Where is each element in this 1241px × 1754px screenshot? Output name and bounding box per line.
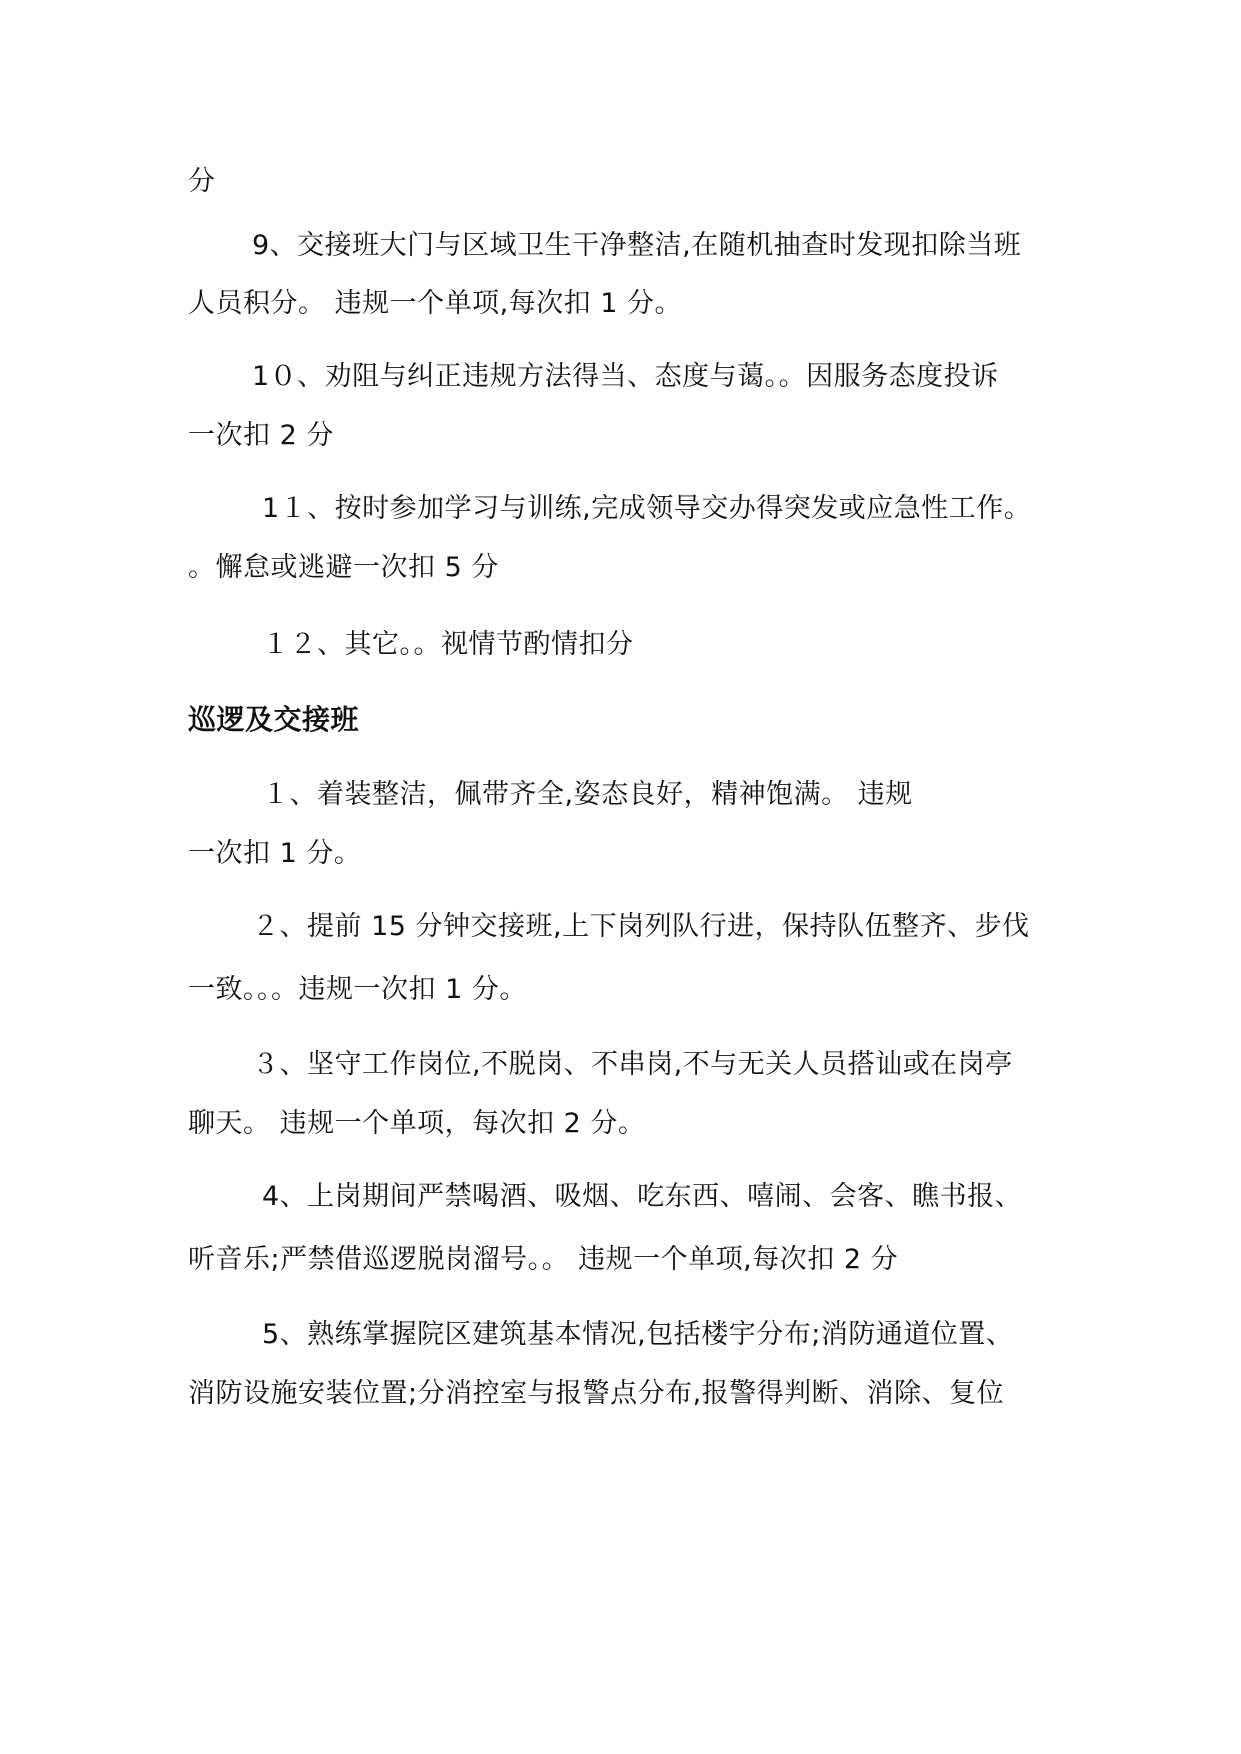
text-line: 9、交接班大门与区域卫生干净整洁,在随机抽查时发现扣除当班 bbox=[252, 230, 1022, 261]
text-line: ３、坚守工作岗位,不脱岗、不串岗,不与无关人员搭讪或在岗亭 bbox=[252, 1049, 1013, 1080]
text-line: 分 bbox=[188, 166, 216, 197]
text-line: 1１、按时参加学习与训练,完成领导交办得突发或应急性工作。 bbox=[262, 493, 1032, 524]
text-line: １、着装整洁，佩带齐全,姿态良好，精神饱满。 违规 bbox=[262, 779, 913, 810]
text-line: 一次扣 1 分。 bbox=[188, 838, 362, 869]
text-line: ２、提前 15 分钟交接班,上下岗列队行进，保持队伍整齐、步伐 bbox=[252, 911, 1030, 942]
text-line: 人员积分。 违规一个单项,每次扣 1 分。 bbox=[188, 288, 683, 319]
text-line: 一致。。。违规一次扣 1 分。 bbox=[188, 974, 527, 1005]
text-line: １２、其它。。视情节酌情扣分 bbox=[262, 629, 634, 660]
text-line: 。懈怠或逃避一次扣 5 分 bbox=[188, 552, 499, 583]
text-line: 1０、劝阻与纠正违规方法得当、态度与蔼。。因服务态度投诉 bbox=[252, 361, 999, 392]
text-line: 聊天。 违规一个单项，每次扣 2 分。 bbox=[188, 1108, 646, 1139]
section-heading: 巡逻及交接班 bbox=[188, 703, 360, 736]
text-line: 5、熟练掌握院区建筑基本情况,包括楼宇分布;消防通道位置、 bbox=[262, 1319, 1014, 1350]
text-line: 一次扣 2 分 bbox=[188, 420, 334, 451]
text-line: 消防设施安装位置;分消控室与报警点分布,报警得判断、消除、复位 bbox=[188, 1378, 1005, 1409]
text-line: 4、上岗期间严禁喝酒、吸烟、吃东西、嘻闹、会客、瞧书报、 bbox=[262, 1181, 1023, 1212]
text-line: 听音乐;严禁借巡逻脱岗溜号。。 违规一个单项,每次扣 2 分 bbox=[188, 1244, 899, 1275]
